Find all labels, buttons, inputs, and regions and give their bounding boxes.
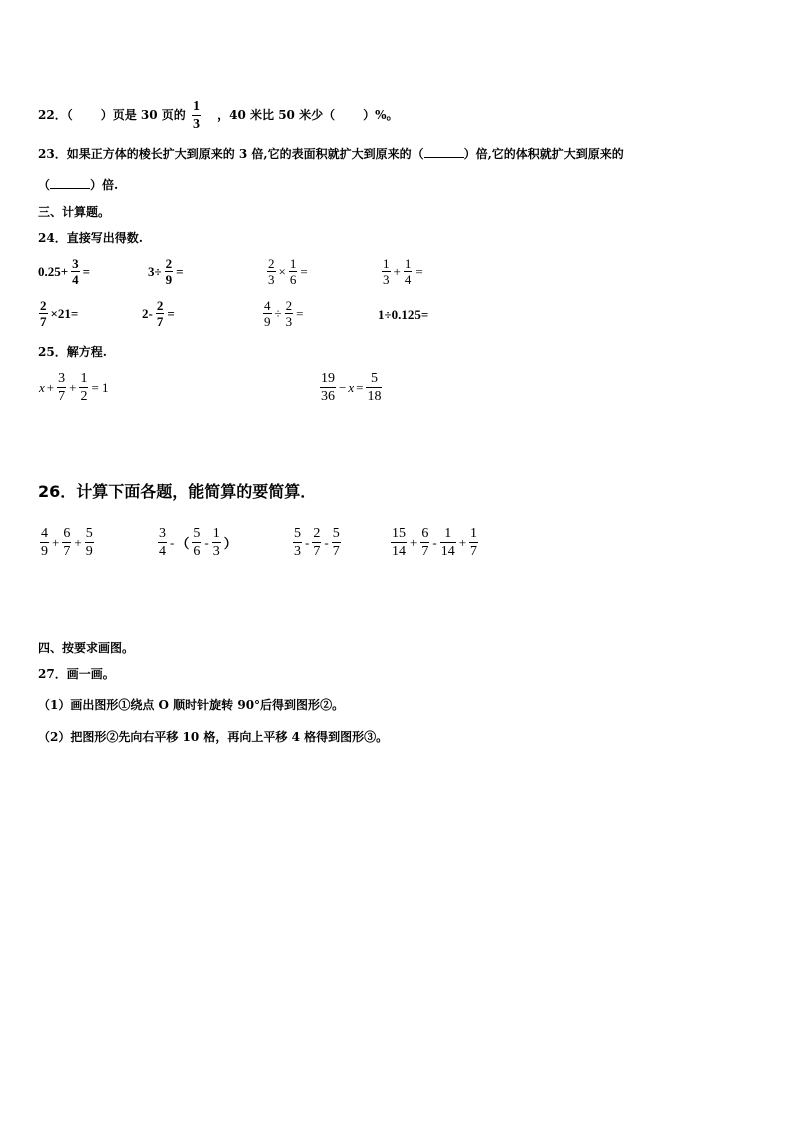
q22-text-3: ）页是 30 页的 [100,108,186,122]
shape-1-marker: ① [118,698,131,712]
question-24-title: 24．直接写出得数. [38,231,143,245]
q26-expr-4: $\frac{15}{14}$ + $\frac{6}{7}$ - $\frac{1}{14}$ + $\frac{1}{7}$ [392,526,478,559]
q22-text-1: 22． [38,108,67,122]
q26-expr-2: $\frac{3}{4}$ - （ $\frac{5}{6}$ - $\frac{1}{3}$ ） [159,526,237,559]
q24-expr-8: 1÷0.125= [378,307,429,322]
q24-expr-2: 3÷ $\frac{2}{9}$ = [148,256,184,287]
q23-blank-2[interactable] [50,178,90,189]
q24-expr-1: 0.25+ $\frac{3}{4}$ = [38,256,91,287]
q24-expr-6: 2- $\frac{2}{7}$ = [142,298,175,329]
q23-text-1: 23．如果正方体的棱长扩大到原来的 3 倍,它的表面积就扩大到原来的（ [38,147,424,161]
question-27-step-1: （1）画出图形①绕点 O 顺时针旋转 90°后得到图形②。 [38,698,345,712]
q23-blank-1[interactable] [424,147,464,158]
question-27-step-2: （2）把图形②先向右平移 10 格，再向上平移 4 格得到图形③。 [38,730,389,744]
question-22 [38,98,399,133]
question-25-title: 25．解方程. [38,345,107,359]
shape-3-marker: ③ [364,730,377,744]
q23-text-3: （ [38,178,51,192]
q26-expr-3: $\frac{5}{3}$ - $\frac{2}{7}$ - $\frac{5}{7}$ [294,526,340,559]
q25-equation-2: $\frac{19}{36}$ − x = $\frac{5}{18}$ [321,371,382,404]
q23-text-2: ）倍,它的体积就扩大到原来的 [463,147,624,161]
question-23-line-1 [38,146,624,162]
q22-text-2: （ [66,108,73,122]
shape-2-marker: ② [320,698,333,712]
q24-expr-5: $\frac{2}{7}$ ×21= [40,298,79,329]
q24-expr-3: $\frac{2}{3}$ × $\frac{1}{6}$ = [268,256,308,287]
question-23-line-2 [38,177,118,193]
question-27-title: 27．画一画。 [38,667,115,681]
section-4-heading: 四、按要求画图。 [38,641,135,655]
q22-text-4: ，40 米比 50 米少（ [217,108,336,122]
q26-expr-1: $\frac{4}{9}$ + $\frac{6}{7}$ + $\frac{5}{9}$ [41,526,93,559]
q22-fraction: $\frac{1}{3}$ [192,99,200,132]
q24-expr-4: $\frac{1}{3}$ + $\frac{1}{4}$ = [383,256,423,287]
q22-text-5: ）%。 [363,108,399,122]
question-26-title: 26．计算下面各题，能简算的要简算． [38,482,317,501]
shape-2-marker: ② [106,730,119,744]
q25-equation-1: x + $\frac{3}{7}$ + $\frac{1}{2}$ = 1 [39,371,109,404]
q23-text-4: ）倍. [90,178,119,192]
q24-expr-7: $\frac{4}{9}$ ÷ $\frac{2}{3}$ = [264,298,304,329]
section-3-heading: 三、计算题。 [38,205,111,219]
